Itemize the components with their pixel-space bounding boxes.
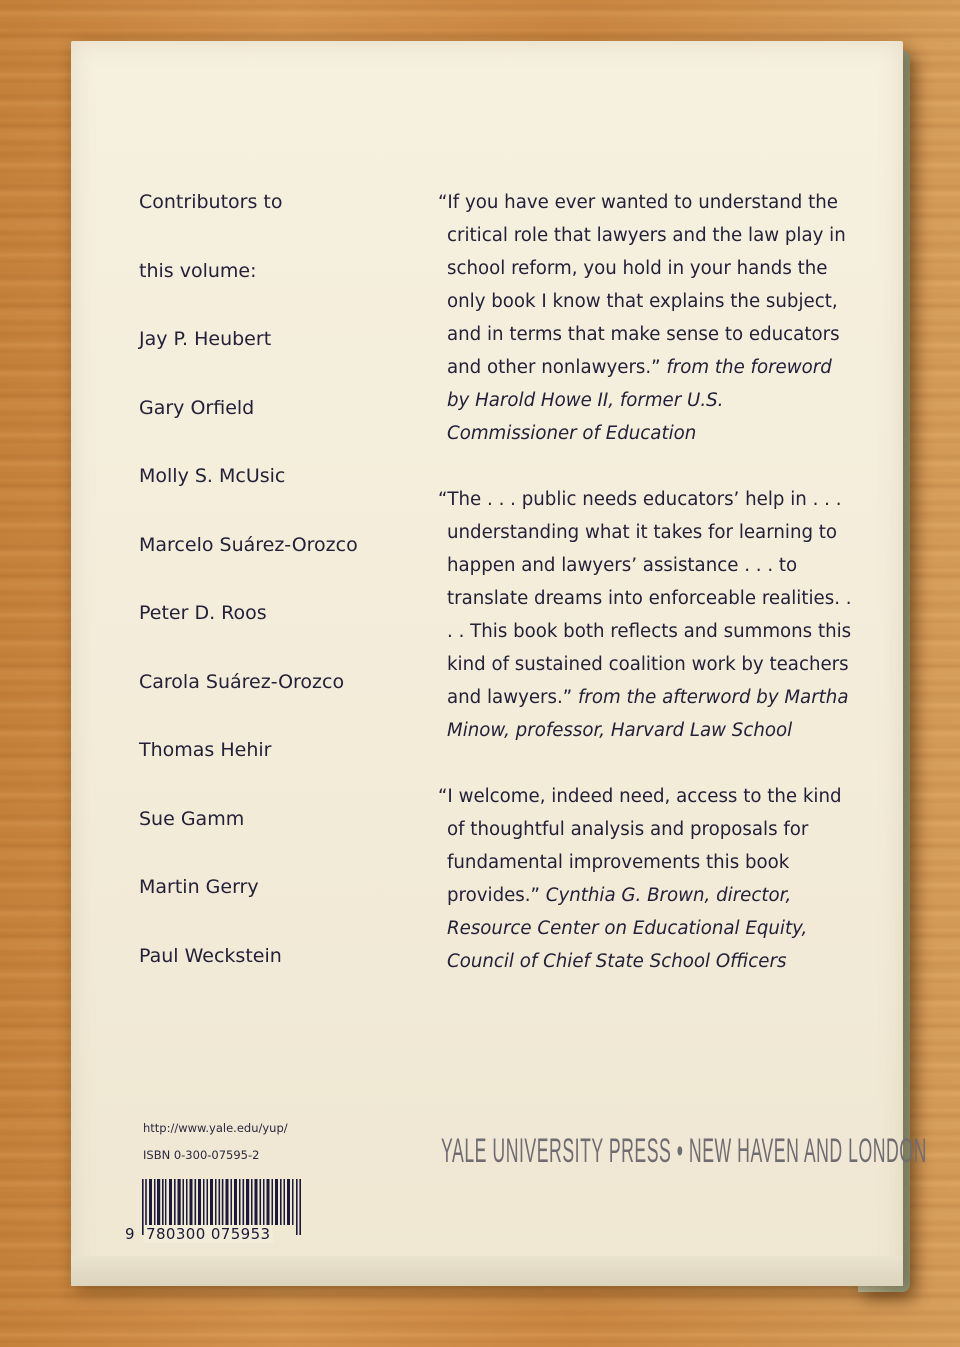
contributor-name: Jay P. Heubert — [139, 328, 272, 350]
barcode-lead-digit: 9 — [125, 1225, 135, 1243]
blurb-quote-foreword — [438, 186, 858, 450]
barcode-digits: 780300 075953 — [146, 1225, 271, 1243]
contributor-name: Peter D. Roos — [139, 602, 267, 624]
contributor-name: Sue Gamm — [139, 807, 245, 830]
quote-attribution: Cynthia G. Brown, director, Resource Center on Educational Equity, Council of Chief State School Officers — [447, 885, 808, 972]
publisher-imprint — [441, 1128, 927, 1174]
publisher-name: YALE UNIVERSITY PRESS • NEW HAVEN AND LONDON — [441, 1132, 927, 1170]
contributor-name: Carola Suárez-Orozco — [139, 670, 345, 693]
contributors-list — [139, 186, 399, 1008]
quote-attribution: from the afterword by Martha Minow, professor, Harvard Law School — [447, 687, 849, 741]
quote-text: “I welcome, indeed need, access to the kind of thoughtful analysis and proposals for fundamental improvements this book provides.” — [438, 786, 842, 906]
blurb-quotes — [438, 186, 858, 1011]
contributor-name: Martin Gerry — [139, 876, 259, 898]
quote-text: “If you have ever wanted to understand the critical role that lawyers and the law play in school reform, you hold in your hands the only book I know that explains the subject, and in terms that make sense to educators and other nonlawyers.” — [438, 192, 846, 378]
contributors-heading-line1: Contributors to — [139, 191, 283, 213]
contributor-name: Marcelo Suárez-Orozco — [139, 533, 358, 556]
contributor-name: Molly S. McUsic — [139, 465, 286, 487]
contributor-name: Gary Orfield — [139, 396, 255, 419]
blurb-quote-afterword — [438, 483, 858, 747]
contributors-heading-line2: this volume: — [139, 259, 257, 282]
contributor-name: Thomas Hehir — [139, 739, 272, 761]
publisher-url: http://www.yale.edu/yup/ — [143, 1121, 288, 1135]
contributor-name: Paul Weckstein — [139, 944, 282, 967]
isbn-text: ISBN 0-300-07595-2 — [143, 1148, 260, 1162]
barcode — [122, 1177, 307, 1247]
blurb-quote-brown — [438, 780, 858, 978]
quote-text: “The . . . public needs educators’ help in . . . understanding what it takes for learning to happen and lawyers’ assistance . . . to translate dreams into enforceable realities. . . . This book both reflects and summons this kind of sustained coalition work by teachers and lawyers.” — [438, 489, 852, 708]
cover-bottom-edge — [71, 1256, 903, 1286]
quote-attribution: from the foreword by Harold Howe II, former U.S. Commissioner of Education — [447, 357, 832, 444]
